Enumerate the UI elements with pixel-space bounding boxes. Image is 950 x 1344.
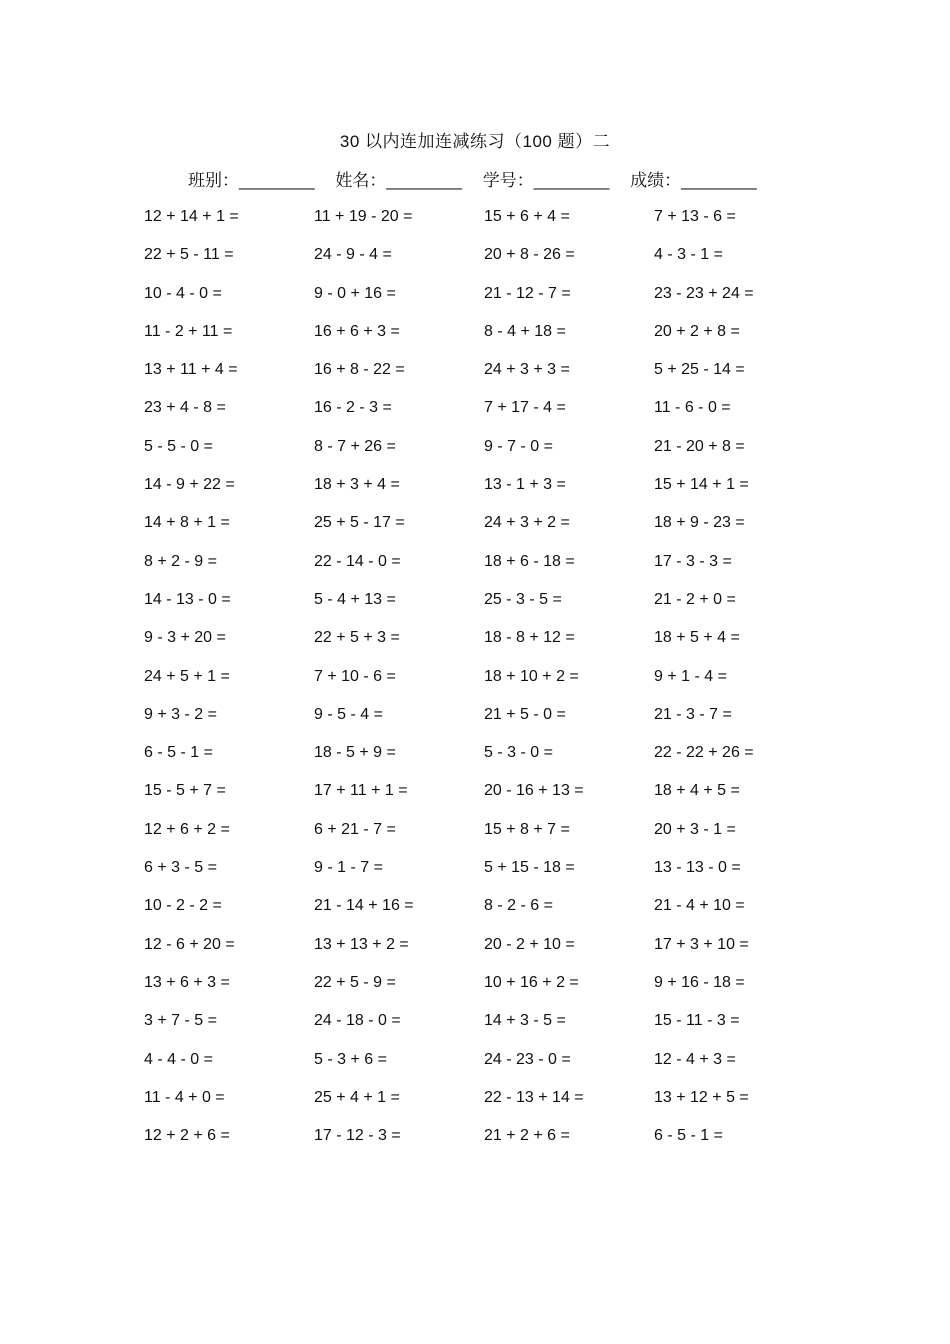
- problem-row: [144, 203, 824, 241]
- problem-item: 20 - 2 + 10 =: [484, 935, 575, 953]
- student-info-row: [188, 166, 773, 191]
- problem-item: 10 - 2 - 2 =: [144, 897, 222, 915]
- problem-row: [144, 586, 824, 624]
- problem-row: [144, 816, 824, 854]
- problem-item: 22 + 5 - 9 =: [314, 973, 396, 991]
- problem-item: 24 - 18 - 0 =: [314, 1012, 401, 1030]
- student-id-label: 学号：: [482, 171, 534, 190]
- problem-item: 18 + 3 + 4 =: [314, 476, 400, 494]
- problem-item: 21 + 2 + 6 =: [484, 1127, 570, 1145]
- problem-item: 8 - 2 - 6 =: [484, 897, 553, 915]
- problem-row: [144, 356, 824, 394]
- problem-item: 20 + 2 + 8 =: [654, 322, 740, 340]
- problem-row: [144, 969, 824, 1007]
- problem-item: 24 + 3 + 3 =: [484, 361, 570, 379]
- problem-item: 13 + 11 + 4 =: [144, 361, 238, 379]
- score-label: 成绩：: [630, 171, 682, 190]
- problem-item: 13 + 13 + 2 =: [314, 935, 409, 953]
- page-title: 30 以内连加连减练习（100 题）二: [339, 132, 611, 151]
- problem-item: 24 - 9 - 4 =: [314, 246, 392, 264]
- problem-item: 4 - 4 - 0 =: [144, 1050, 213, 1068]
- problem-item: 21 - 20 + 8 =: [654, 437, 745, 455]
- problem-row: [144, 318, 824, 356]
- problem-row: [144, 777, 824, 815]
- problem-item: 3 + 7 - 5 =: [144, 1012, 217, 1030]
- score-field: [630, 166, 757, 191]
- problem-item: 14 + 8 + 1 =: [144, 514, 230, 532]
- problem-item: 22 - 14 - 0 =: [314, 552, 401, 570]
- problem-item: 5 - 3 - 0 =: [484, 744, 553, 762]
- problem-item: 20 + 8 - 26 =: [484, 246, 575, 264]
- problem-item: 5 - 3 + 6 =: [314, 1050, 387, 1068]
- problem-item: 4 - 3 - 1 =: [654, 246, 723, 264]
- problem-item: 15 + 8 + 7 =: [484, 820, 570, 838]
- problem-item: 6 + 3 - 5 =: [144, 859, 217, 877]
- problem-item: 17 + 11 + 1 =: [314, 782, 408, 800]
- problem-item: 12 + 14 + 1 =: [144, 208, 239, 225]
- class-blank: ________: [239, 171, 315, 190]
- problem-item: 8 - 4 + 18 =: [484, 322, 566, 340]
- problem-row: [144, 1084, 824, 1122]
- problem-item: 24 + 3 + 2 =: [484, 514, 570, 532]
- problem-item: 18 + 6 - 18 =: [484, 552, 575, 570]
- problem-item: 15 - 11 - 3 =: [654, 1012, 740, 1030]
- problem-item: 20 + 3 - 1 =: [654, 820, 736, 838]
- problem-item: 7 + 17 - 4 =: [484, 399, 566, 417]
- problem-item: 15 - 5 + 7 =: [144, 782, 226, 800]
- problem-item: 18 + 4 + 5 =: [654, 782, 740, 800]
- problem-item: 9 - 0 + 16 =: [314, 284, 396, 302]
- problem-item: 7 + 13 - 6 =: [654, 208, 736, 225]
- problem-row: [144, 433, 824, 471]
- class-label: 班别：: [188, 171, 239, 190]
- problem-item: 12 + 6 + 2 =: [144, 820, 230, 838]
- problem-item: 24 + 5 + 1 =: [144, 667, 230, 685]
- problem-row: [144, 548, 824, 586]
- problem-item: 13 - 13 - 0 =: [654, 859, 741, 877]
- problem-row: [144, 739, 824, 777]
- problem-item: 15 + 6 + 4 =: [484, 208, 570, 225]
- problem-item: 21 - 4 + 10 =: [654, 897, 745, 915]
- problem-row: [144, 1046, 824, 1084]
- problem-item: 25 + 5 - 17 =: [314, 514, 405, 532]
- problem-item: 17 + 3 + 10 =: [654, 935, 749, 953]
- problem-item: 11 - 6 - 0 =: [654, 399, 731, 417]
- problem-item: 21 - 12 - 7 =: [484, 284, 571, 302]
- problem-item: 18 - 5 + 9 =: [314, 744, 396, 762]
- problem-item: 5 - 4 + 13 =: [314, 590, 396, 608]
- problem-item: 11 - 4 + 0 =: [144, 1088, 225, 1106]
- problem-item: 5 - 5 - 0 =: [144, 437, 213, 455]
- problem-row: [144, 241, 824, 279]
- problem-item: 23 - 23 + 24 =: [654, 284, 754, 302]
- problem-item: 13 - 1 + 3 =: [484, 476, 566, 494]
- student-id-blank: ________: [533, 171, 610, 190]
- problem-item: 24 - 23 - 0 =: [484, 1050, 571, 1068]
- problem-item: 9 - 5 - 4 =: [314, 705, 383, 723]
- problem-item: 18 + 9 - 23 =: [654, 514, 745, 532]
- class-field: [188, 166, 315, 191]
- name-label: 姓名：: [335, 171, 387, 190]
- problem-item: 10 + 16 + 2 =: [484, 973, 579, 991]
- problem-item: 22 + 5 - 11 =: [144, 246, 234, 264]
- problem-item: 6 - 5 - 1 =: [144, 744, 213, 762]
- name-blank: ________: [386, 171, 463, 190]
- problem-row: [144, 892, 824, 930]
- problem-item: 15 + 14 + 1 =: [654, 476, 749, 494]
- problem-item: 9 + 16 - 18 =: [654, 973, 745, 991]
- problem-row: [144, 509, 824, 547]
- problem-row: [144, 931, 824, 969]
- problem-item: 16 - 2 - 3 =: [314, 399, 392, 417]
- problem-row: [144, 1007, 824, 1045]
- problem-item: 8 - 7 + 26 =: [314, 437, 396, 455]
- problem-item: 20 - 16 + 13 =: [484, 782, 584, 800]
- problem-item: 16 + 6 + 3 =: [314, 322, 400, 340]
- problem-item: 12 + 2 + 6 =: [144, 1127, 230, 1145]
- problem-item: 22 + 5 + 3 =: [314, 629, 400, 647]
- problem-item: 9 - 7 - 0 =: [484, 437, 553, 455]
- problem-row: [144, 471, 824, 509]
- problem-item: 25 - 3 - 5 =: [484, 590, 562, 608]
- problem-item: 18 + 5 + 4 =: [654, 629, 740, 647]
- problem-row: [144, 663, 824, 701]
- problem-item: 9 + 3 - 2 =: [144, 705, 217, 723]
- problem-item: 21 - 2 + 0 =: [654, 590, 736, 608]
- problem-item: 14 + 3 - 5 =: [484, 1012, 566, 1030]
- problem-item: 21 - 3 - 7 =: [654, 705, 732, 723]
- problem-row: [144, 394, 824, 432]
- problem-item: 17 - 12 - 3 =: [314, 1127, 401, 1145]
- problem-item: 8 + 2 - 9 =: [144, 552, 217, 570]
- problem-item: 11 - 2 + 11 =: [144, 322, 233, 340]
- problem-item: 22 - 22 + 26 =: [654, 744, 754, 762]
- name-field: [335, 166, 462, 191]
- problem-item: 5 + 25 - 14 =: [654, 361, 745, 379]
- problem-item: 9 - 3 + 20 =: [144, 629, 226, 647]
- student-id-field: [483, 166, 610, 191]
- problem-item: 18 - 8 + 12 =: [484, 629, 575, 647]
- problem-item: 6 + 21 - 7 =: [314, 820, 396, 838]
- problem-item: 6 - 5 - 1 =: [654, 1127, 723, 1145]
- problem-item: 17 - 3 - 3 =: [654, 552, 732, 570]
- problem-item: 13 + 12 + 5 =: [654, 1088, 749, 1106]
- problem-item: 12 - 6 + 20 =: [144, 935, 235, 953]
- problem-item: 14 - 9 + 22 =: [144, 476, 235, 494]
- problem-row: [144, 701, 824, 739]
- problem-row: [144, 624, 824, 662]
- problem-row: [144, 280, 824, 318]
- problem-item: 23 + 4 - 8 =: [144, 399, 226, 417]
- problem-item: 7 + 10 - 6 =: [314, 667, 396, 685]
- score-blank: ________: [681, 171, 757, 190]
- problem-row: [144, 1122, 824, 1160]
- problem-item: 21 - 14 + 16 =: [314, 897, 414, 915]
- problem-item: 5 + 15 - 18 =: [484, 859, 575, 877]
- problem-item: 22 - 13 + 14 =: [484, 1088, 584, 1106]
- problem-item: 9 + 1 - 4 =: [654, 667, 727, 685]
- problem-row: [144, 854, 824, 892]
- problem-item: 9 - 1 - 7 =: [314, 859, 383, 877]
- problem-item: 21 + 5 - 0 =: [484, 705, 566, 723]
- problem-item: 18 + 10 + 2 =: [484, 667, 579, 685]
- problem-item: 13 + 6 + 3 =: [144, 973, 230, 991]
- problem-item: 16 + 8 - 22 =: [314, 361, 405, 379]
- problem-item: 10 - 4 - 0 =: [144, 284, 222, 302]
- problem-item: 11 + 19 - 20 =: [314, 208, 413, 225]
- problem-item: 25 + 4 + 1 =: [314, 1088, 400, 1106]
- problem-item: 14 - 13 - 0 =: [144, 590, 231, 608]
- problem-grid: [144, 203, 824, 1160]
- problem-item: 12 - 4 + 3 =: [654, 1050, 736, 1068]
